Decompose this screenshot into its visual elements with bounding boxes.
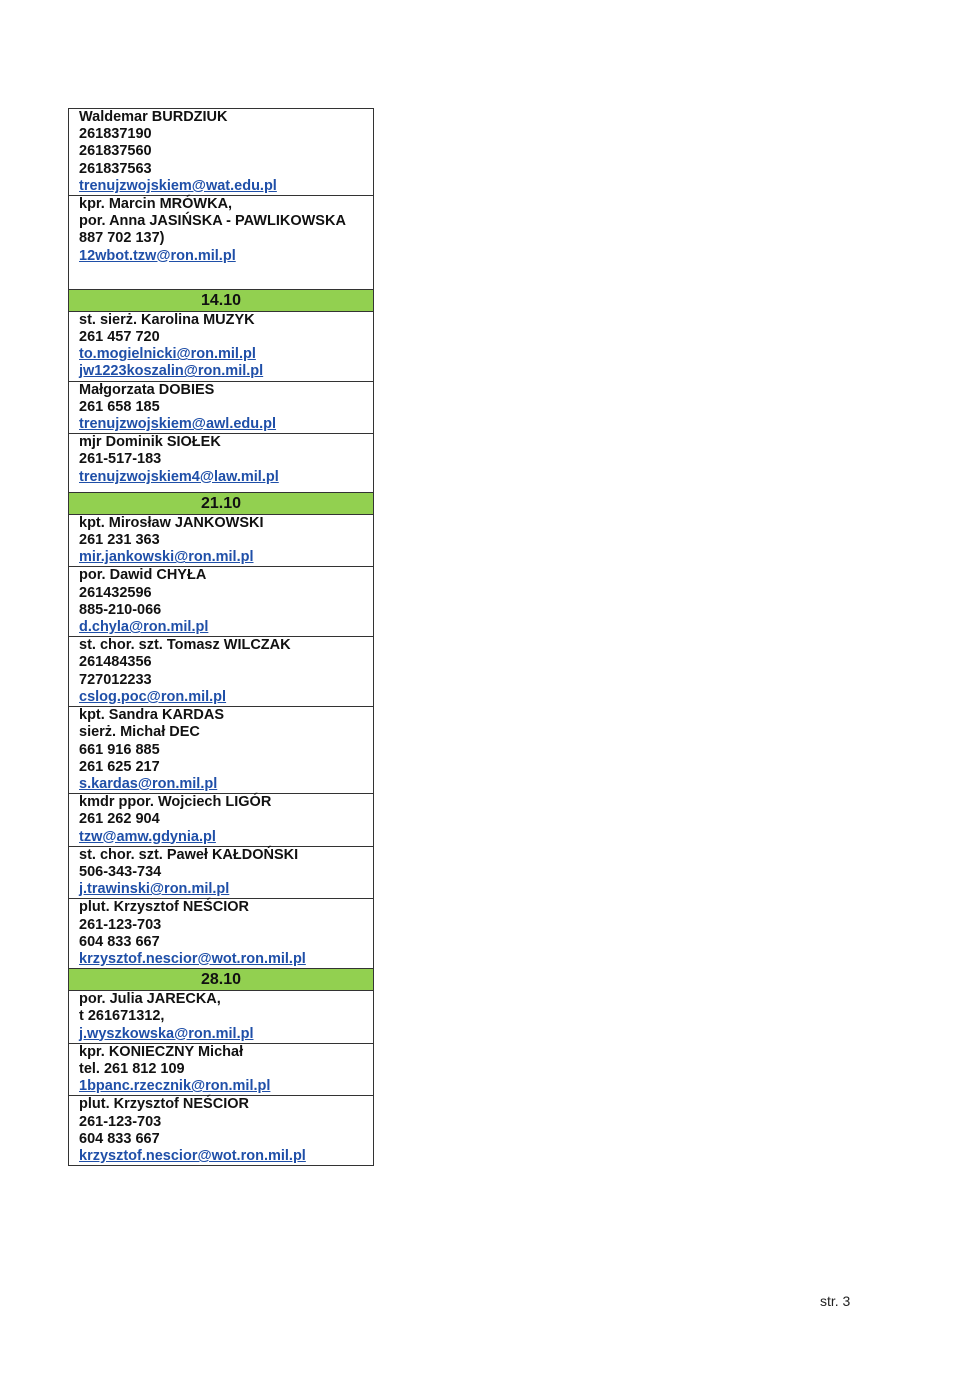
email-link[interactable]: 1bpanc.rzecznik@ron.mil.pl <box>79 1078 271 1095</box>
contact-line: kpr. KONIECZNY Michał <box>79 1043 244 1060</box>
email-link[interactable]: 12wbot.tzw@ron.mil.pl <box>79 247 236 264</box>
contact-line: 261-123-703 <box>79 1113 162 1130</box>
page-number: str. 3 <box>820 1293 851 1309</box>
email-link[interactable]: j.wyszkowska@ron.mil.pl <box>79 1025 254 1042</box>
contact-entry <box>69 794 373 847</box>
contact-line: 261 457 720 <box>79 329 160 346</box>
email-link[interactable]: krzysztof.nescior@wot.ron.mil.pl <box>79 950 306 967</box>
contact-line: por. Julia JARECKA, <box>79 991 221 1008</box>
contact-line: 261484356 <box>79 654 152 671</box>
contact-entry <box>69 1044 373 1097</box>
contact-entry <box>69 515 373 568</box>
email-link[interactable]: to.mogielnicki@ron.mil.pl <box>79 346 256 363</box>
contact-entry <box>69 382 373 435</box>
contact-entry <box>69 991 373 1044</box>
contact-entry <box>69 109 373 196</box>
email-link[interactable]: cslog.poc@ron.mil.pl <box>79 688 227 705</box>
email-link[interactable]: mir.jankowski@ron.mil.pl <box>79 549 254 566</box>
contact-line: por. Anna JASIŃSKA - PAWLIKOWSKA <box>79 213 346 230</box>
contact-line: 261 262 904 <box>79 811 160 828</box>
email-link[interactable]: d.chyla@ron.mil.pl <box>79 619 209 636</box>
email-link[interactable]: krzysztof.nescior@wot.ron.mil.pl <box>79 1147 306 1164</box>
contact-line: 261837190 <box>79 126 152 143</box>
date-header: 21.10 <box>69 493 373 515</box>
contact-line: por. Dawid CHYŁA <box>79 567 207 584</box>
contact-line: plut. Krzysztof NEŚCIOR <box>79 1096 249 1113</box>
email-link[interactable]: trenujzwojskiem@wat.edu.pl <box>79 177 277 194</box>
email-link[interactable]: jw1223koszalin@ron.mil.pl <box>79 363 264 380</box>
contact-table <box>68 108 374 1166</box>
contact-line: 261 231 363 <box>79 532 160 549</box>
contact-entry <box>69 637 373 707</box>
contact-line: sierż. Michał DEC <box>79 724 200 741</box>
contact-entry <box>69 434 373 493</box>
contact-line: kmdr ppor. Wojciech LIGÓR <box>79 794 272 811</box>
contact-line: 261 658 185 <box>79 398 160 415</box>
contact-line: 261-123-703 <box>79 916 162 933</box>
contact-line: plut. Krzysztof NEŚCIOR <box>79 899 249 916</box>
email-link[interactable]: j.trawinski@ron.mil.pl <box>79 881 230 898</box>
contact-line: 261837560 <box>79 143 152 160</box>
contact-line: st. sierż. Karolina MUZYK <box>79 311 255 328</box>
contact-line: kpt. Mirosław JANKOWSKI <box>79 514 264 531</box>
contact-line: tel. 261 812 109 <box>79 1060 185 1077</box>
email-link[interactable]: trenujzwojskiem4@law.mil.pl <box>79 468 279 485</box>
date-header: 14.10 <box>69 290 373 312</box>
contact-line: Małgorzata DOBIES <box>79 381 215 398</box>
contact-line: st. chor. szt. Tomasz WILCZAK <box>79 637 291 654</box>
contact-entry <box>69 196 373 290</box>
contact-line: st. chor. szt. Paweł KAŁDOŃSKI <box>79 846 299 863</box>
contact-line: kpr. Marcin MRÓWKA, <box>79 196 233 213</box>
contact-line: 261 625 217 <box>79 758 160 775</box>
contact-line: 261837563 <box>79 160 152 177</box>
contact-line: 887 702 137) <box>79 230 165 247</box>
contact-entry <box>69 567 373 637</box>
email-link[interactable]: s.kardas@ron.mil.pl <box>79 775 218 792</box>
contact-entry <box>69 707 373 794</box>
contact-line: t 261671312, <box>79 1008 165 1025</box>
email-link[interactable]: trenujzwojskiem@awl.edu.pl <box>79 416 277 433</box>
contact-entry <box>69 847 373 900</box>
contact-line: 604 833 667 <box>79 933 160 950</box>
contact-line: 604 833 667 <box>79 1130 160 1147</box>
contact-line: 661 916 885 <box>79 741 160 758</box>
contact-entry <box>69 1096 373 1166</box>
contact-entry <box>69 899 373 969</box>
contact-line: 885-210-066 <box>79 601 162 618</box>
contact-line: 261-517-183 <box>79 451 162 468</box>
contact-line: 727012233 <box>79 671 152 688</box>
contact-line: mjr Dominik SIOŁEK <box>79 434 221 451</box>
contact-entry <box>69 312 373 382</box>
contact-line: Waldemar BURDZIUK <box>79 109 228 125</box>
contact-line: kpt. Sandra KARDAS <box>79 707 225 724</box>
contact-line: 261432596 <box>79 584 152 601</box>
date-header: 28.10 <box>69 969 373 991</box>
email-link[interactable]: tzw@amw.gdynia.pl <box>79 828 216 845</box>
contact-line: 506-343-734 <box>79 863 162 880</box>
